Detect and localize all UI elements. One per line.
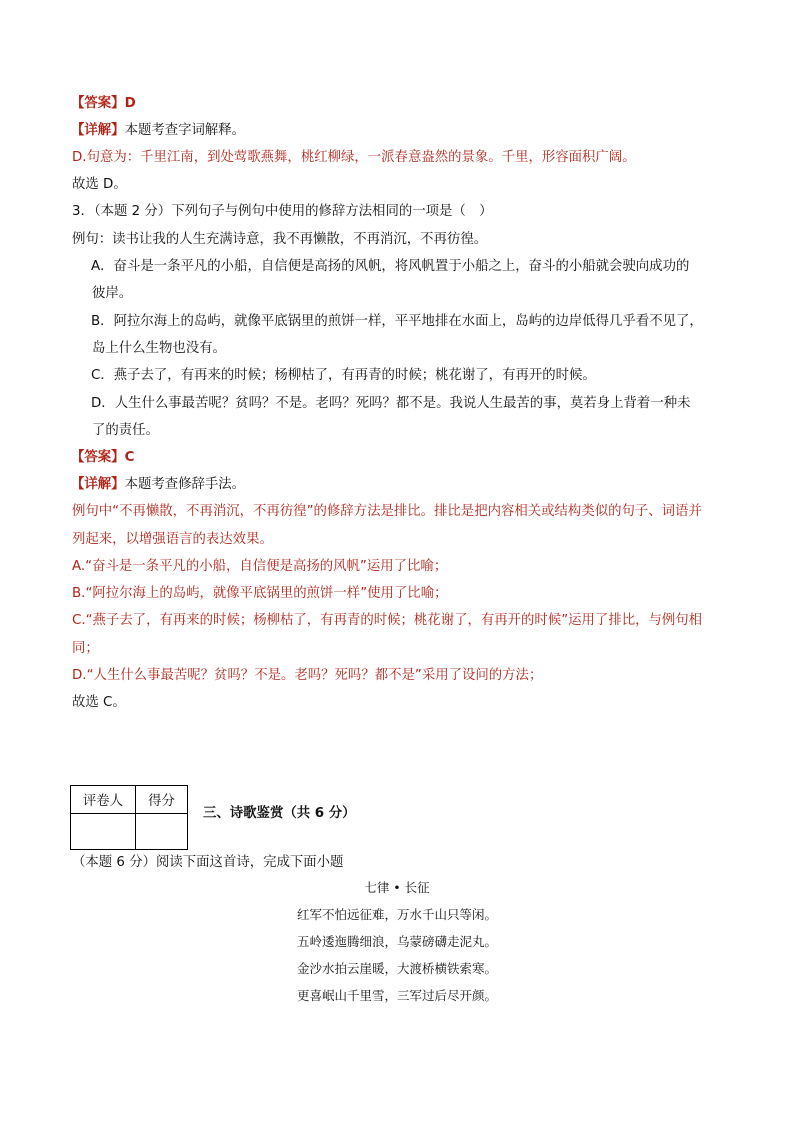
score-header: 得分 — [136, 786, 188, 814]
poem-title: 七律 • 长征 — [364, 880, 430, 895]
score-cell[interactable] — [136, 814, 188, 850]
poem-line: 五岭逶迤腾细浪，乌蒙磅礴走泥丸。 — [296, 934, 497, 949]
detail-line — [71, 122, 245, 140]
section-heading: 三、诗歌鉴赏（共 6 分） — [203, 806, 356, 821]
answer-line — [71, 449, 134, 467]
detail-tag: 【详解】 — [71, 123, 125, 138]
grader-header: 评卷人 — [71, 786, 136, 814]
poem-line: 更喜岷山千里雪，三军过后尽开颜。 — [296, 988, 497, 1003]
explanation-c-cont: 同； — [72, 641, 99, 656]
explanation-b: B.“阿拉尔海上的岛屿，就像平底锅里的煎饼一样”使用了比喻； — [72, 586, 448, 601]
poem-line: 红军不怕远征难，万水千山只等闲。 — [296, 907, 497, 922]
answer-value: C — [124, 450, 135, 465]
option-b: B．阿拉尔海上的岛屿，就像平底锅里的煎饼一样，平平地排在水面上，岛屿的边岸低得几乎看不见了， — [91, 314, 703, 329]
conclusion: 故选 C。 — [72, 695, 126, 710]
detail-text: 本题考查字词解释。 — [124, 123, 246, 138]
option-a: A．奋斗是一条平凡的小船，自信便是高扬的风帆，将风帆置于小船之上，奋斗的小船就会驶向成功的 — [91, 259, 690, 274]
section-intro: （本题 6 分）阅读下面这首诗，完成下面小题 — [72, 855, 344, 870]
explanation-a: A.“奋斗是一条平凡的小船，自信便是高扬的风帆”运用了比喻； — [72, 559, 448, 574]
answer-value: D — [124, 96, 136, 111]
detail-tag: 【详解】 — [71, 477, 125, 492]
example-sentence: 例句：读书让我的人生充满诗意，我不再懒散，不再消沉，不再彷徨。 — [72, 232, 488, 247]
explanation-d: D.“人生什么事最苦呢？贫吗？不是。老吗？死吗？都不是”采用了设问的方法； — [72, 668, 543, 683]
option-b-cont: 岛上什么生物也没有。 — [92, 341, 226, 356]
option-c: C．燕子去了，有再来的时候；杨柳枯了，有再青的时候；桃花谢了，有再开的时候。 — [91, 368, 596, 383]
explanation-c: C.“燕子去了，有再来的时候；杨柳枯了，有再青的时候；桃花谢了，有再开的时候”运用了排比，与例句相 — [72, 613, 703, 628]
analysis-line: 例句中“不再懒散，不再消沉，不再彷徨”的修辞方法是排比。排比是把内容相关或结构类似的句子、词语并 — [72, 504, 702, 519]
question-3: 3．（本题 2 分）下列句子与例句中使用的修辞方法相同的一项是（ ） — [72, 204, 493, 219]
explanation-d: D.句意为：千里江南，到处莺歌燕舞，桃红柳绿，一派春意盎然的景象。千里，形容面积广阔。 — [72, 150, 636, 165]
detail-line — [71, 476, 245, 494]
score-table — [70, 785, 188, 850]
poem-line: 金沙水拍云崖暖，大渡桥横铁索寒。 — [296, 961, 497, 976]
analysis-line-cont: 列起来，以增强语言的表达效果。 — [72, 532, 273, 547]
option-d-cont: 了的责任。 — [92, 423, 159, 438]
conclusion: 故选 D。 — [72, 177, 127, 192]
detail-text: 本题考查修辞手法。 — [124, 477, 246, 492]
answer-tag: 【答案】 — [71, 450, 125, 465]
answer-tag: 【答案】 — [71, 96, 125, 111]
answer-line — [71, 95, 136, 113]
option-a-cont: 彼岸。 — [92, 286, 133, 301]
option-d: D．人生什么事最苦呢？贫吗？不是。老吗？死吗？都不是。我说人生最苦的事，莫若身上背着一种未 — [91, 396, 691, 411]
grader-cell[interactable] — [71, 814, 136, 850]
